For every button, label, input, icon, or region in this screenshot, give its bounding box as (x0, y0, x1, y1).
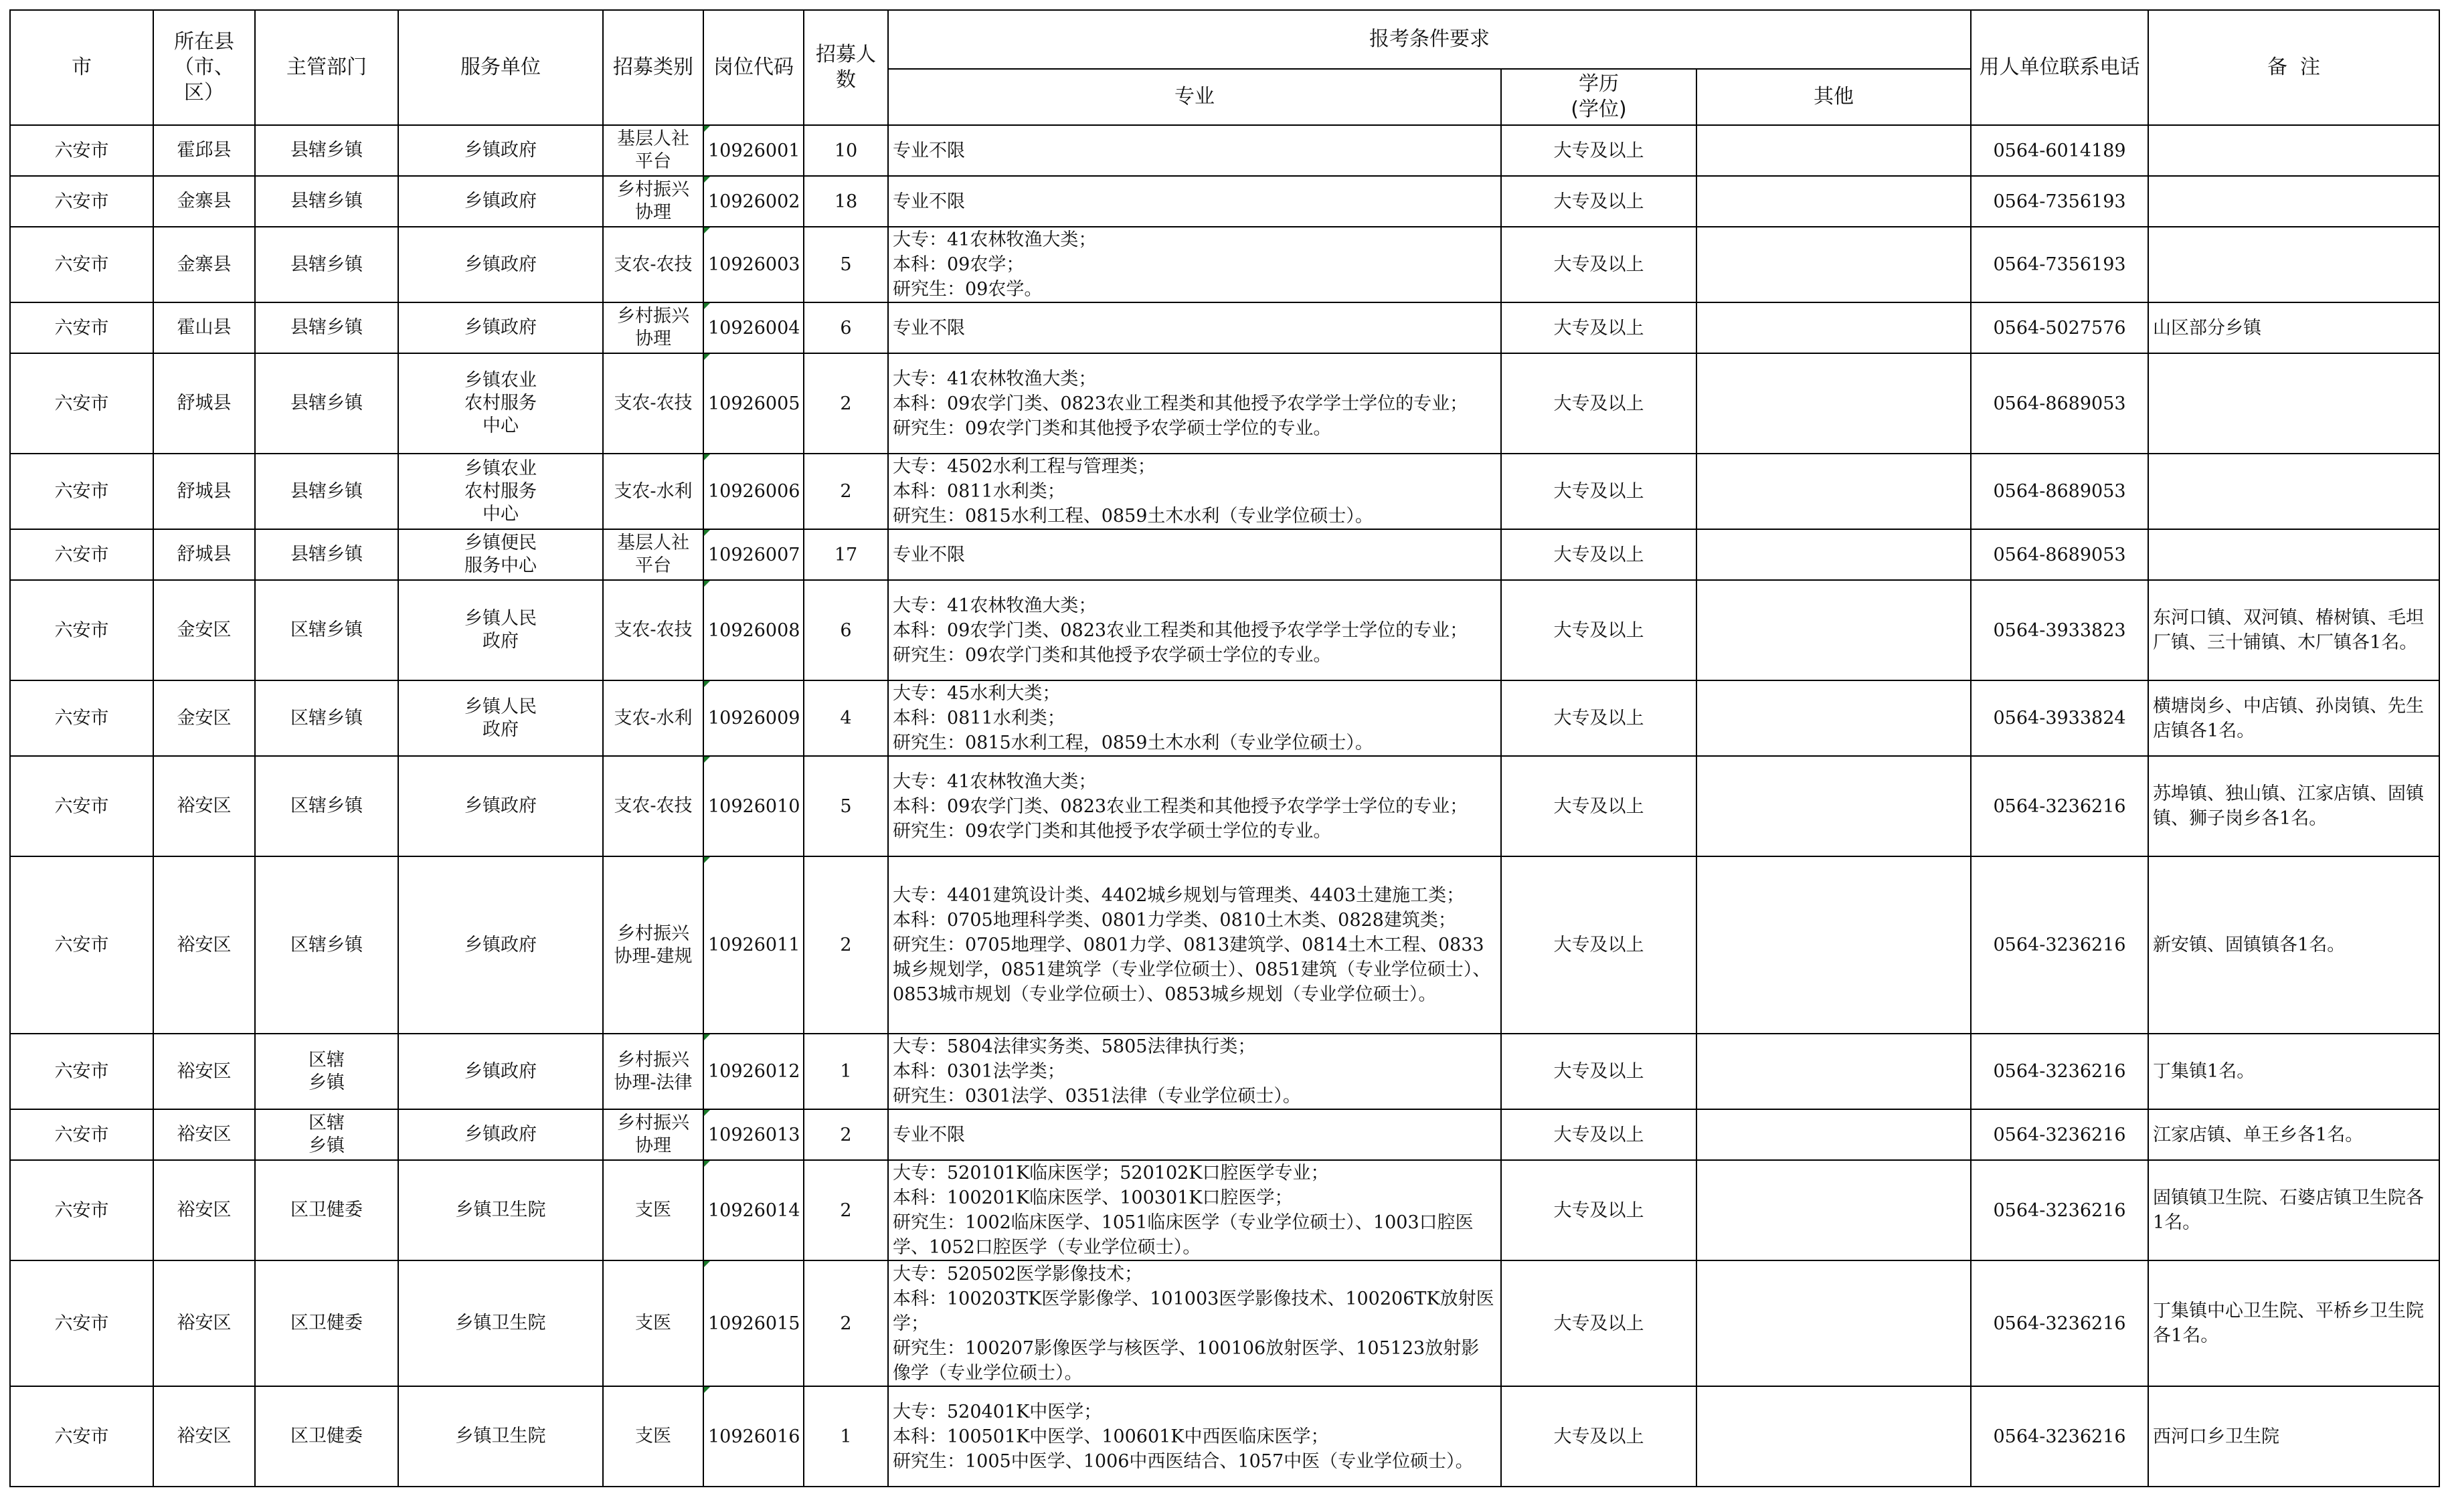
cell-county: 裕安区 (153, 756, 255, 856)
cell-note (2148, 125, 2439, 176)
cell-code: 10926014 (703, 1160, 804, 1260)
cell-dept: 区卫健委 (255, 1160, 398, 1260)
table-row (10, 856, 2439, 1034)
table-body (10, 125, 2439, 1487)
header-dept: 主管部门 (255, 10, 398, 125)
cell-city: 六安市 (10, 1386, 153, 1487)
cell-type: 乡村振兴 协理 (603, 302, 703, 353)
cell-note: 东河口镇、双河镇、椿树镇、毛坦厂镇、三十铺镇、木厂镇各1名。 (2148, 580, 2439, 680)
cell-edu: 大专及以上 (1501, 529, 1696, 580)
cell-count: 5 (804, 756, 888, 856)
table-row (10, 227, 2439, 302)
cell-note: 西河口乡卫生院 (2148, 1386, 2439, 1487)
table-row (10, 454, 2439, 529)
cell-other (1696, 580, 1971, 680)
table-row (10, 1160, 2439, 1260)
cell-unit: 乡镇卫生院 (398, 1260, 603, 1386)
header-county: 所在县 （市、 区） (153, 10, 255, 125)
cell-type: 支医 (603, 1160, 703, 1260)
cell-type: 支医 (603, 1260, 703, 1386)
cell-county: 裕安区 (153, 856, 255, 1034)
cell-type: 支农-水利 (603, 680, 703, 756)
cell-code: 10926007 (703, 529, 804, 580)
cell-count: 2 (804, 1260, 888, 1386)
table-row (10, 1034, 2439, 1109)
table-row (10, 580, 2439, 680)
cell-count: 18 (804, 176, 888, 227)
cell-unit: 乡镇政府 (398, 1034, 603, 1109)
cell-major: 专业不限 (888, 529, 1501, 580)
cell-code: 10926005 (703, 353, 804, 454)
cell-major: 大专：4502水利工程与管理类； 本科：0811水利类； 研究生：0815水利工程、0859土木水利（专业学位硕士）。 (888, 454, 1501, 529)
cell-dept: 县辖乡镇 (255, 125, 398, 176)
cell-county: 舒城县 (153, 454, 255, 529)
cell-city: 六安市 (10, 680, 153, 756)
header-major: 专业 (888, 69, 1501, 125)
cell-code: 10926010 (703, 756, 804, 856)
cell-phone: 0564-7356193 (1971, 176, 2148, 227)
cell-type: 支农-农技 (603, 756, 703, 856)
cell-major: 大专：41农林牧渔大类； 本科：09农学门类、0823农业工程类和其他授予农学学士学位的专业； 研究生：09农学门类和其他授予农学硕士学位的专业。 (888, 353, 1501, 454)
cell-major: 专业不限 (888, 302, 1501, 353)
cell-note: 固镇镇卫生院、石婆店镇卫生院各1名。 (2148, 1160, 2439, 1260)
header-unit: 服务单位 (398, 10, 603, 125)
cell-major: 大专：41农林牧渔大类； 本科：09农学门类、0823农业工程类和其他授予农学学士学位的专业； 研究生：09农学门类和其他授予农学硕士学位的专业。 (888, 580, 1501, 680)
header-other: 其他 (1696, 69, 1971, 125)
cell-note: 山区部分乡镇 (2148, 302, 2439, 353)
cell-county: 霍邱县 (153, 125, 255, 176)
cell-edu: 大专及以上 (1501, 1386, 1696, 1487)
cell-edu: 大专及以上 (1501, 680, 1696, 756)
cell-major: 大专：4401建筑设计类、4402城乡规划与管理类、4403土建施工类； 本科：0705地理科学类、0801力学类、0810土木类、0828建筑类； 研究生：0705地理学、0801力学、0813建筑学、0814土木工程、0833城乡规划学，0851建筑学（专业学位硕士）、0851建筑（专业学位硕士）、0853城市规划（专业学位硕士）、0853城乡规划（专业学位硕士）。 (888, 856, 1501, 1034)
cell-city: 六安市 (10, 125, 153, 176)
cell-unit: 乡镇人民 政府 (398, 680, 603, 756)
cell-city: 六安市 (10, 302, 153, 353)
cell-city: 六安市 (10, 454, 153, 529)
cell-city: 六安市 (10, 227, 153, 302)
cell-unit: 乡镇卫生院 (398, 1160, 603, 1260)
cell-major: 专业不限 (888, 1109, 1501, 1160)
cell-city: 六安市 (10, 1109, 153, 1160)
table-row (10, 1109, 2439, 1160)
cell-edu: 大专及以上 (1501, 176, 1696, 227)
cell-city: 六安市 (10, 1160, 153, 1260)
cell-phone: 0564-7356193 (1971, 227, 2148, 302)
cell-unit: 乡镇政府 (398, 227, 603, 302)
table-row (10, 302, 2439, 353)
cell-dept: 县辖乡镇 (255, 176, 398, 227)
cell-county: 裕安区 (153, 1034, 255, 1109)
cell-dept: 区辖乡镇 (255, 680, 398, 756)
cell-other (1696, 856, 1971, 1034)
cell-code: 10926016 (703, 1386, 804, 1487)
table-row (10, 1386, 2439, 1487)
cell-county: 金寨县 (153, 176, 255, 227)
cell-count: 10 (804, 125, 888, 176)
table-row (10, 680, 2439, 756)
cell-dept: 县辖乡镇 (255, 302, 398, 353)
cell-type: 支农-农技 (603, 227, 703, 302)
cell-county: 裕安区 (153, 1109, 255, 1160)
cell-note (2148, 176, 2439, 227)
cell-unit: 乡镇政府 (398, 176, 603, 227)
cell-dept: 区辖乡镇 (255, 756, 398, 856)
cell-other (1696, 756, 1971, 856)
cell-unit: 乡镇政府 (398, 125, 603, 176)
cell-city: 六安市 (10, 1260, 153, 1386)
cell-unit: 乡镇政府 (398, 856, 603, 1034)
cell-dept: 区辖乡镇 (255, 856, 398, 1034)
cell-other (1696, 227, 1971, 302)
cell-dept: 区卫健委 (255, 1386, 398, 1487)
cell-phone: 0564-8689053 (1971, 454, 2148, 529)
cell-unit: 乡镇政府 (398, 1109, 603, 1160)
cell-unit: 乡镇农业 农村服务 中心 (398, 353, 603, 454)
cell-edu: 大专及以上 (1501, 302, 1696, 353)
cell-dept: 县辖乡镇 (255, 227, 398, 302)
cell-other (1696, 353, 1971, 454)
header-education: 学历 (学位) (1501, 69, 1696, 125)
cell-note: 丁集镇1名。 (2148, 1034, 2439, 1109)
table-row (10, 529, 2439, 580)
cell-major: 大专：5804法律实务类、5805法律执行类； 本科：0301法学类； 研究生：0301法学、0351法律（专业学位硕士）。 (888, 1034, 1501, 1109)
cell-count: 5 (804, 227, 888, 302)
cell-other (1696, 454, 1971, 529)
cell-edu: 大专及以上 (1501, 856, 1696, 1034)
cell-other (1696, 529, 1971, 580)
cell-phone: 0564-3933824 (1971, 680, 2148, 756)
cell-type: 乡村振兴 协理-建规 (603, 856, 703, 1034)
cell-county: 霍山县 (153, 302, 255, 353)
cell-unit: 乡镇农业 农村服务 中心 (398, 454, 603, 529)
cell-count: 1 (804, 1034, 888, 1109)
cell-county: 裕安区 (153, 1386, 255, 1487)
cell-type: 基层人社 平台 (603, 529, 703, 580)
cell-count: 1 (804, 1386, 888, 1487)
cell-city: 六安市 (10, 1034, 153, 1109)
cell-type: 支农-水利 (603, 454, 703, 529)
cell-phone: 0564-3236216 (1971, 1034, 2148, 1109)
cell-code: 10926013 (703, 1109, 804, 1160)
cell-major: 大专：41农林牧渔大类； 本科：09农学； 研究生：09农学。 (888, 227, 1501, 302)
cell-phone: 0564-5027576 (1971, 302, 2148, 353)
cell-code: 10926011 (703, 856, 804, 1034)
cell-note (2148, 454, 2439, 529)
cell-county: 裕安区 (153, 1160, 255, 1260)
cell-other (1696, 1034, 1971, 1109)
cell-other (1696, 1109, 1971, 1160)
cell-type: 乡村振兴 协理 (603, 176, 703, 227)
cell-dept: 县辖乡镇 (255, 529, 398, 580)
cell-phone: 0564-3236216 (1971, 756, 2148, 856)
cell-phone: 0564-8689053 (1971, 353, 2148, 454)
header-type: 招募类别 (603, 10, 703, 125)
cell-unit: 乡镇政府 (398, 756, 603, 856)
cell-note: 丁集镇中心卫生院、平桥乡卫生院各1名。 (2148, 1260, 2439, 1386)
cell-other (1696, 1260, 1971, 1386)
cell-city: 六安市 (10, 580, 153, 680)
cell-edu: 大专及以上 (1501, 1160, 1696, 1260)
cell-count: 2 (804, 1109, 888, 1160)
cell-edu: 大专及以上 (1501, 227, 1696, 302)
cell-major: 大专：41农林牧渔大类； 本科：09农学门类、0823农业工程类和其他授予农学学士学位的专业； 研究生：09农学门类和其他授予农学硕士学位的专业。 (888, 756, 1501, 856)
cell-phone: 0564-3236216 (1971, 1386, 2148, 1487)
cell-major: 大专：45水利大类； 本科：0811水利类； 研究生：0815水利工程，0859土木水利（专业学位硕士）。 (888, 680, 1501, 756)
cell-code: 10926012 (703, 1034, 804, 1109)
recruitment-table (9, 9, 2440, 1487)
cell-note (2148, 353, 2439, 454)
cell-count: 6 (804, 580, 888, 680)
cell-major: 专业不限 (888, 176, 1501, 227)
cell-other (1696, 1160, 1971, 1260)
table-row (10, 1260, 2439, 1386)
cell-other (1696, 176, 1971, 227)
cell-dept: 区卫健委 (255, 1260, 398, 1386)
cell-dept: 县辖乡镇 (255, 454, 398, 529)
cell-phone: 0564-3236216 (1971, 1109, 2148, 1160)
cell-code: 10926003 (703, 227, 804, 302)
cell-code: 10926009 (703, 680, 804, 756)
cell-note: 苏埠镇、独山镇、江家店镇、固镇镇、狮子岗乡各1名。 (2148, 756, 2439, 856)
cell-count: 2 (804, 454, 888, 529)
cell-major: 大专：520502医学影像技术； 本科：100203TK医学影像学、101003医学影像技术、100206TK放射医学； 研究生：100207影像医学与核医学、100106放射医学、105123放射影像学（专业学位硕士）。 (888, 1260, 1501, 1386)
cell-code: 10926001 (703, 125, 804, 176)
cell-code: 10926002 (703, 176, 804, 227)
cell-major: 大专：520101K临床医学；520102K口腔医学专业； 本科：100201K临床医学、100301K口腔医学； 研究生：1002临床医学、1051临床医学（专业学位硕士）、1003口腔医学、1052口腔医学（专业学位硕士）。 (888, 1160, 1501, 1260)
cell-note: 新安镇、固镇镇各1名。 (2148, 856, 2439, 1034)
cell-edu: 大专及以上 (1501, 125, 1696, 176)
cell-edu: 大专及以上 (1501, 454, 1696, 529)
cell-phone: 0564-3236216 (1971, 1260, 2148, 1386)
cell-dept: 县辖乡镇 (255, 353, 398, 454)
cell-code: 10926008 (703, 580, 804, 680)
cell-other (1696, 1386, 1971, 1487)
cell-count: 2 (804, 856, 888, 1034)
table-row (10, 353, 2439, 454)
cell-other (1696, 302, 1971, 353)
header-city: 市 (10, 10, 153, 125)
cell-city: 六安市 (10, 856, 153, 1034)
cell-city: 六安市 (10, 756, 153, 856)
cell-edu: 大专及以上 (1501, 1034, 1696, 1109)
cell-type: 支农-农技 (603, 580, 703, 680)
cell-phone: 0564-3236216 (1971, 856, 2148, 1034)
cell-phone: 0564-3236216 (1971, 1160, 2148, 1260)
cell-type: 基层人社 平台 (603, 125, 703, 176)
cell-edu: 大专及以上 (1501, 353, 1696, 454)
cell-edu: 大专及以上 (1501, 1109, 1696, 1160)
cell-phone: 0564-3933823 (1971, 580, 2148, 680)
cell-type: 支农-农技 (603, 353, 703, 454)
cell-edu: 大专及以上 (1501, 1260, 1696, 1386)
cell-dept: 区辖乡镇 (255, 580, 398, 680)
cell-note (2148, 227, 2439, 302)
cell-code: 10926004 (703, 302, 804, 353)
cell-count: 2 (804, 353, 888, 454)
cell-county: 金寨县 (153, 227, 255, 302)
cell-edu: 大专及以上 (1501, 580, 1696, 680)
cell-unit: 乡镇卫生院 (398, 1386, 603, 1487)
cell-type: 支医 (603, 1386, 703, 1487)
cell-code: 10926015 (703, 1260, 804, 1386)
table-row (10, 176, 2439, 227)
cell-phone: 0564-8689053 (1971, 529, 2148, 580)
cell-count: 6 (804, 302, 888, 353)
cell-other (1696, 125, 1971, 176)
cell-unit: 乡镇便民 服务中心 (398, 529, 603, 580)
cell-major: 专业不限 (888, 125, 1501, 176)
cell-major: 大专：520401K中医学； 本科：100501K中医学、100601K中西医临床医学； 研究生：1005中医学、1006中西医结合、1057中医（专业学位硕士）。 (888, 1386, 1501, 1487)
cell-note: 横塘岗乡、中店镇、孙岗镇、先生店镇各1名。 (2148, 680, 2439, 756)
table-row (10, 756, 2439, 856)
cell-type: 乡村振兴 协理-法律 (603, 1034, 703, 1109)
header-phone: 用人单位联系电话 (1971, 10, 2148, 125)
cell-count: 4 (804, 680, 888, 756)
header-code: 岗位代码 (703, 10, 804, 125)
cell-note (2148, 529, 2439, 580)
header-count: 招募人 数 (804, 10, 888, 125)
cell-phone: 0564-6014189 (1971, 125, 2148, 176)
cell-city: 六安市 (10, 529, 153, 580)
cell-unit: 乡镇人民 政府 (398, 580, 603, 680)
header-requirements: 报考条件要求 (888, 10, 1971, 69)
cell-dept: 区辖 乡镇 (255, 1034, 398, 1109)
cell-edu: 大专及以上 (1501, 756, 1696, 856)
cell-county: 舒城县 (153, 353, 255, 454)
cell-county: 舒城县 (153, 529, 255, 580)
table-row (10, 125, 2439, 176)
cell-county: 裕安区 (153, 1260, 255, 1386)
cell-city: 六安市 (10, 353, 153, 454)
cell-other (1696, 680, 1971, 756)
cell-county: 金安区 (153, 680, 255, 756)
cell-note: 江家店镇、单王乡各1名。 (2148, 1109, 2439, 1160)
cell-city: 六安市 (10, 176, 153, 227)
cell-count: 17 (804, 529, 888, 580)
cell-count: 2 (804, 1160, 888, 1260)
cell-code: 10926006 (703, 454, 804, 529)
cell-unit: 乡镇政府 (398, 302, 603, 353)
header-note: 备 注 (2148, 10, 2439, 125)
cell-type: 乡村振兴 协理 (603, 1109, 703, 1160)
cell-dept: 区辖 乡镇 (255, 1109, 398, 1160)
cell-county: 金安区 (153, 580, 255, 680)
